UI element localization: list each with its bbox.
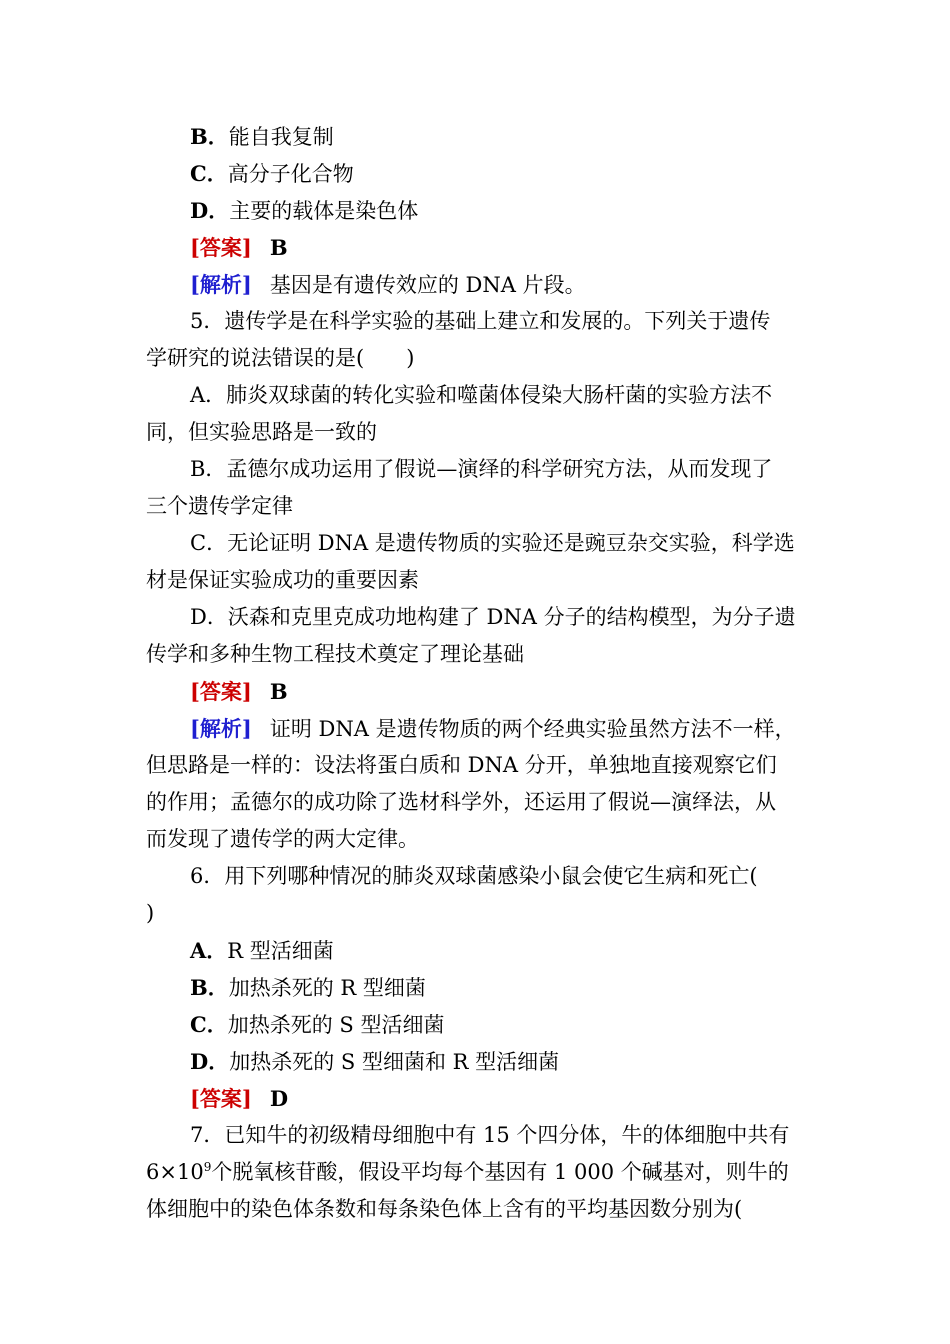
option-text: 高分子化合物 [227, 162, 354, 186]
option-letter: C． [190, 1012, 228, 1037]
q6-stem-line-1: 6．用下列哪种情况的肺炎双球菌感染小鼠会使它生病和死亡( [190, 864, 758, 888]
option-text: 加热杀死的 S 型细菌和 R 型活细菌 [229, 1050, 560, 1074]
explanation-label: [解析] [190, 716, 252, 741]
q5-explanation-line-3: 的作用；孟德尔的成功除了选材科学外，还运用了假说—演绎法，从 [146, 790, 776, 814]
q5-option-c-line-2: 材是保证实验成功的重要因素 [146, 568, 419, 592]
q5-answer [146, 673, 810, 710]
answer-label: [答案] [190, 235, 252, 260]
answer-label: [答案] [190, 1086, 252, 1111]
q4-option-c [146, 155, 810, 192]
q6-option-c [146, 1006, 810, 1043]
number-base: 6×10 [146, 1160, 204, 1184]
answer-value: B [269, 679, 288, 704]
q4-answer [146, 229, 810, 266]
q5-explanation-line-2: 但思路是一样的：设法将蛋白质和 DNA 分开，单独地直接观察它们 [146, 753, 777, 777]
answer-value: D [269, 1086, 289, 1111]
q5-option-b-line-2: 三个遗传学定律 [146, 494, 293, 518]
q5-option-d-line-1: D．沃森和克里克成功地构建了 DNA 分子的结构模型，为分子遗 [190, 605, 796, 629]
answer-value: B [269, 235, 288, 260]
exponent: 9 [203, 1160, 212, 1174]
answer-label: [答案] [190, 679, 252, 704]
q6-option-b [146, 969, 810, 1006]
q5-explanation-line-1 [146, 710, 810, 747]
q7-stem-line-1: 7．已知牛的初级精母细胞中有 15 个四分体，牛的体细胞中共有 [190, 1123, 790, 1147]
q6-answer [146, 1080, 810, 1117]
q5-stem-line-1: 5．遗传学是在科学实验的基础上建立和发展的。下列关于遗传 [190, 309, 771, 333]
q4-explanation [146, 266, 810, 303]
q7-stem-line-3: 体细胞中的染色体条数和每条染色体上含有的平均基因数分别为( [146, 1197, 743, 1221]
explanation-text: 基因是有遗传效应的 DNA 片段。 [269, 273, 586, 297]
option-letter: D． [190, 198, 230, 223]
explanation-text: 证明 DNA 是遗传物质的两个经典实验虽然方法不一样， [269, 717, 796, 741]
option-letter: B． [190, 124, 229, 149]
q5-explanation-line-4: 而发现了遗传学的两大定律。 [146, 827, 419, 851]
q5-option-a-line-2: 同，但实验思路是一致的 [146, 420, 377, 444]
q5-option-a-line-1: A．肺炎双球菌的转化实验和噬菌体侵染大肠杆菌的实验方法不 [190, 383, 773, 407]
q4-option-b [146, 118, 810, 155]
stem-text: 个脱氧核苷酸，假设平均每个基因有 1 000 个碱基对，则牛的 [211, 1160, 789, 1184]
q5-stem-line-2: 学研究的说法错误的是( ) [146, 346, 415, 370]
option-letter: B． [190, 975, 229, 1000]
option-letter: D． [190, 1049, 230, 1074]
option-text: 能自我复制 [228, 125, 334, 149]
q4-option-d [146, 192, 810, 229]
option-text: 加热杀死的 S 型活细菌 [227, 1013, 445, 1037]
q6-option-a [146, 932, 810, 969]
option-text: 加热杀死的 R 型细菌 [228, 976, 426, 1000]
q7-stem-line-2 [146, 1154, 810, 1191]
q5-option-d-line-2: 传学和多种生物工程技术奠定了理论基础 [146, 642, 524, 666]
q6-stem-line-2: ) [146, 901, 155, 925]
q5-option-c-line-1: C．无论证明 DNA 是遗传物质的实验还是豌豆杂交实验，科学选 [190, 531, 795, 555]
q5-option-b-line-1: B．孟德尔成功运用了假说—演绎的科学研究方法，从而发现了 [190, 457, 773, 481]
option-text: 主要的载体是染色体 [229, 199, 419, 223]
option-text: R 型活细菌 [227, 939, 334, 963]
explanation-label: [解析] [190, 272, 252, 297]
option-letter: A． [190, 938, 228, 963]
document-page [146, 118, 810, 1228]
q6-option-d [146, 1043, 810, 1080]
option-letter: C． [190, 161, 228, 186]
